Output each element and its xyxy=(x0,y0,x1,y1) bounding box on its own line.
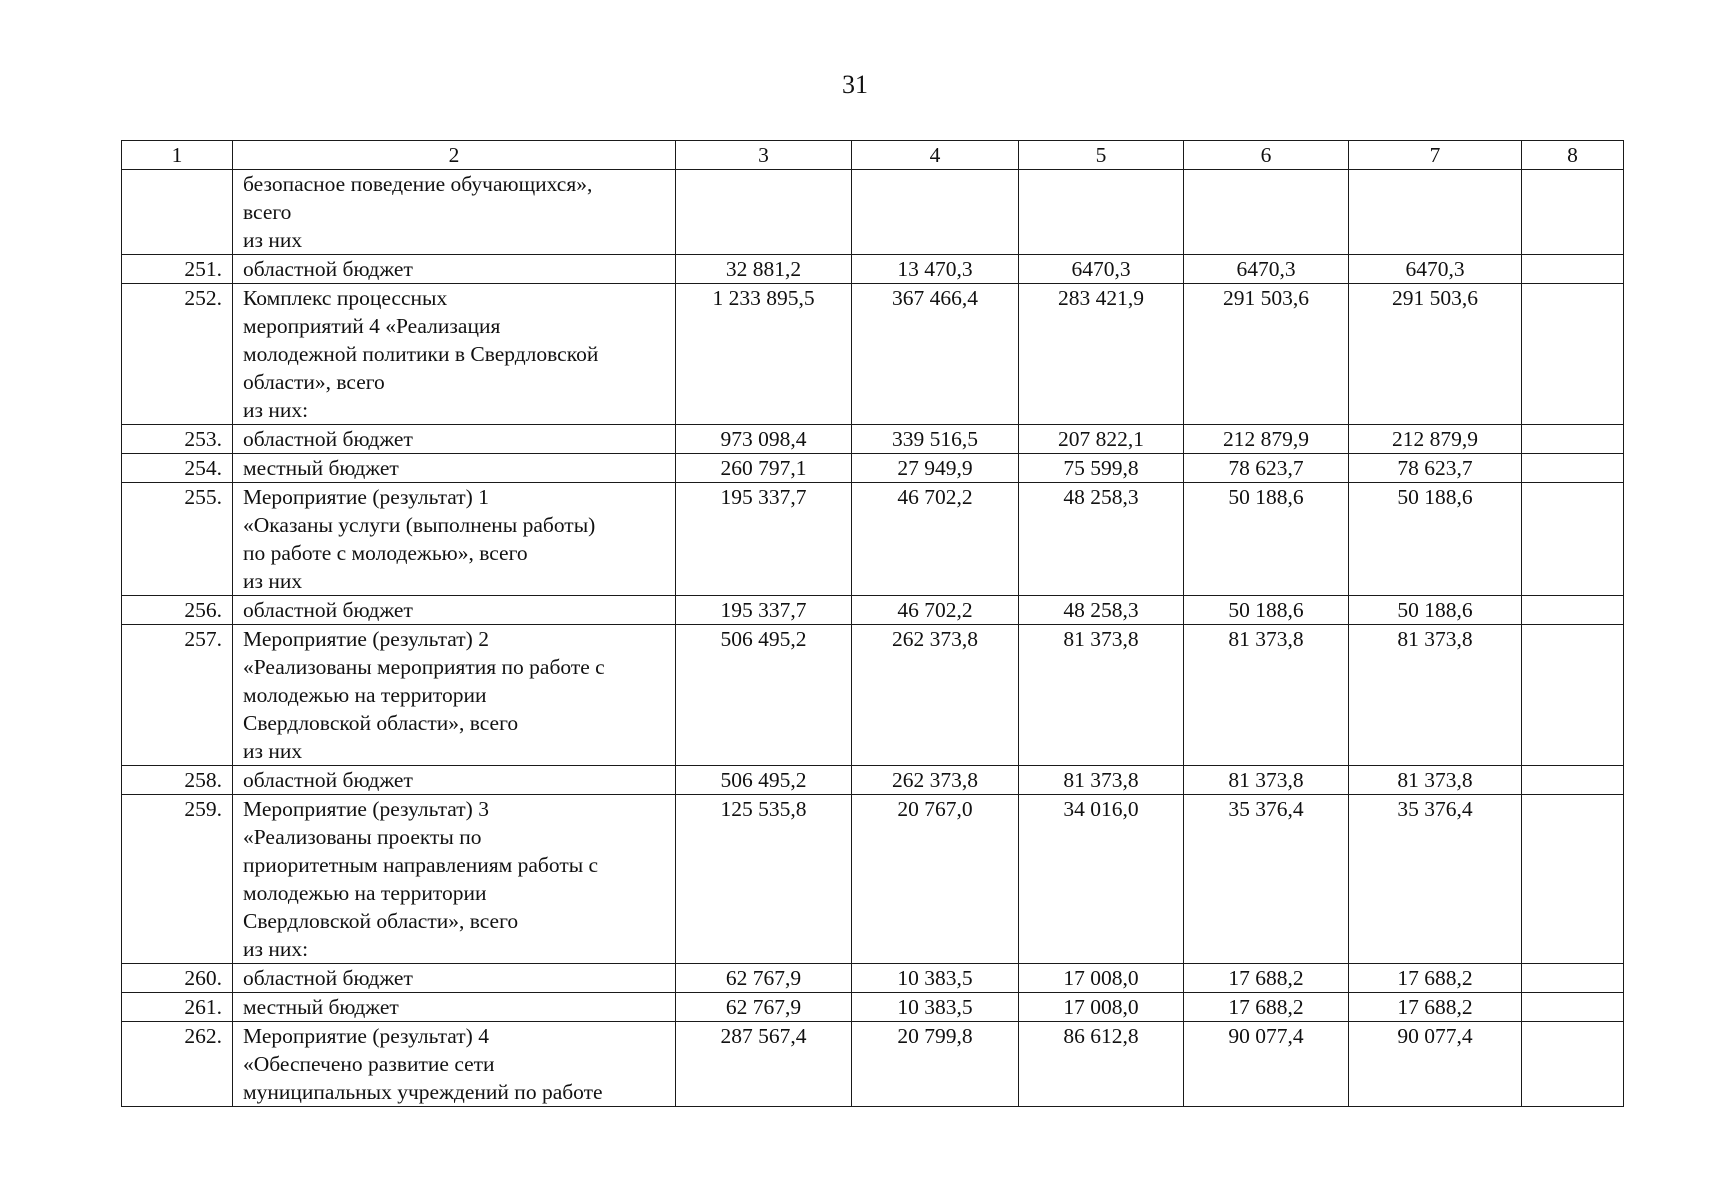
table-row xyxy=(122,255,1624,284)
row-number: 261. xyxy=(122,993,233,1022)
header-row xyxy=(122,141,1624,170)
table-row xyxy=(122,993,1624,1022)
value-col-8 xyxy=(1522,255,1624,284)
row-number: 260. xyxy=(122,964,233,993)
value-col-3: 506 495,2 xyxy=(676,625,852,766)
value-col-6: 81 373,8 xyxy=(1184,625,1349,766)
row-name: областной бюджет xyxy=(233,425,676,454)
value-col-4: 20 767,0 xyxy=(852,795,1019,964)
row-name: областной бюджет xyxy=(233,964,676,993)
value-col-7: 35 376,4 xyxy=(1349,795,1522,964)
budget-table xyxy=(121,140,1624,1107)
row-name: областной бюджет xyxy=(233,766,676,795)
table-row xyxy=(122,425,1624,454)
value-col-4: 46 702,2 xyxy=(852,596,1019,625)
value-col-5: 6470,3 xyxy=(1019,255,1184,284)
row-number: 262. xyxy=(122,1022,233,1107)
value-col-7: 17 688,2 xyxy=(1349,964,1522,993)
table-row xyxy=(122,596,1624,625)
value-col-3: 973 098,4 xyxy=(676,425,852,454)
row-number: 253. xyxy=(122,425,233,454)
column-header: 5 xyxy=(1019,141,1184,170)
value-col-8 xyxy=(1522,795,1624,964)
value-col-5: 207 822,1 xyxy=(1019,425,1184,454)
value-col-4: 367 466,4 xyxy=(852,284,1019,425)
value-col-6: 17 688,2 xyxy=(1184,993,1349,1022)
row-number xyxy=(122,170,233,255)
value-col-3: 195 337,7 xyxy=(676,483,852,596)
row-number: 256. xyxy=(122,596,233,625)
row-name: местный бюджет xyxy=(233,993,676,1022)
value-col-8 xyxy=(1522,425,1624,454)
table-body xyxy=(122,170,1624,1107)
value-col-5: 283 421,9 xyxy=(1019,284,1184,425)
row-name: Мероприятие (результат) 2 «Реализованы мероприятия по работе с молодежью на территории Свердловской области», всего из них xyxy=(233,625,676,766)
value-col-5: 48 258,3 xyxy=(1019,596,1184,625)
value-col-7: 50 188,6 xyxy=(1349,483,1522,596)
value-col-3: 506 495,2 xyxy=(676,766,852,795)
value-col-4: 339 516,5 xyxy=(852,425,1019,454)
table-row xyxy=(122,454,1624,483)
value-col-3: 125 535,8 xyxy=(676,795,852,964)
value-col-3 xyxy=(676,170,852,255)
value-col-7: 78 623,7 xyxy=(1349,454,1522,483)
row-number: 258. xyxy=(122,766,233,795)
value-col-3: 62 767,9 xyxy=(676,964,852,993)
value-col-8 xyxy=(1522,993,1624,1022)
row-number: 259. xyxy=(122,795,233,964)
value-col-8 xyxy=(1522,1022,1624,1107)
value-col-5: 48 258,3 xyxy=(1019,483,1184,596)
column-header: 8 xyxy=(1522,141,1624,170)
column-header: 4 xyxy=(852,141,1019,170)
value-col-7: 81 373,8 xyxy=(1349,766,1522,795)
value-col-7: 50 188,6 xyxy=(1349,596,1522,625)
value-col-6: 81 373,8 xyxy=(1184,766,1349,795)
row-name: областной бюджет xyxy=(233,596,676,625)
table-row xyxy=(122,964,1624,993)
row-number: 255. xyxy=(122,483,233,596)
value-col-6: 50 188,6 xyxy=(1184,596,1349,625)
row-name: Мероприятие (результат) 1 «Оказаны услуги (выполнены работы) по работе с молодежью», всего из них xyxy=(233,483,676,596)
value-col-8 xyxy=(1522,284,1624,425)
column-header: 3 xyxy=(676,141,852,170)
value-col-8 xyxy=(1522,483,1624,596)
value-col-6: 35 376,4 xyxy=(1184,795,1349,964)
value-col-5: 81 373,8 xyxy=(1019,766,1184,795)
value-col-6: 50 188,6 xyxy=(1184,483,1349,596)
table-row xyxy=(122,625,1624,766)
value-col-3: 260 797,1 xyxy=(676,454,852,483)
value-col-6: 291 503,6 xyxy=(1184,284,1349,425)
value-col-7: 81 373,8 xyxy=(1349,625,1522,766)
value-col-8 xyxy=(1522,964,1624,993)
value-col-7 xyxy=(1349,170,1522,255)
value-col-6: 90 077,4 xyxy=(1184,1022,1349,1107)
value-col-6: 212 879,9 xyxy=(1184,425,1349,454)
value-col-7: 291 503,6 xyxy=(1349,284,1522,425)
value-col-7: 17 688,2 xyxy=(1349,993,1522,1022)
value-col-5: 81 373,8 xyxy=(1019,625,1184,766)
row-name: безопасное поведение обучающихся», всего из них xyxy=(233,170,676,255)
row-number: 254. xyxy=(122,454,233,483)
value-col-7: 90 077,4 xyxy=(1349,1022,1522,1107)
value-col-5: 34 016,0 xyxy=(1019,795,1184,964)
value-col-5: 17 008,0 xyxy=(1019,993,1184,1022)
value-col-7: 6470,3 xyxy=(1349,255,1522,284)
value-col-6: 78 623,7 xyxy=(1184,454,1349,483)
value-col-3: 195 337,7 xyxy=(676,596,852,625)
value-col-3: 1 233 895,5 xyxy=(676,284,852,425)
value-col-4 xyxy=(852,170,1019,255)
row-number: 257. xyxy=(122,625,233,766)
table-header xyxy=(122,141,1624,170)
value-col-8 xyxy=(1522,625,1624,766)
row-name: областной бюджет xyxy=(233,255,676,284)
row-name: Мероприятие (результат) 3 «Реализованы проекты по приоритетным направлениям работы с молодежью на территории Свердловской области», всего из них: xyxy=(233,795,676,964)
value-col-7: 212 879,9 xyxy=(1349,425,1522,454)
column-header: 7 xyxy=(1349,141,1522,170)
column-header: 2 xyxy=(233,141,676,170)
row-name: Мероприятие (результат) 4 «Обеспечено развитие сети муниципальных учреждений по работе xyxy=(233,1022,676,1107)
column-header: 1 xyxy=(122,141,233,170)
page-number: 31 xyxy=(842,70,868,99)
value-col-8 xyxy=(1522,596,1624,625)
value-col-8 xyxy=(1522,454,1624,483)
value-col-6: 6470,3 xyxy=(1184,255,1349,284)
table-row xyxy=(122,483,1624,596)
value-col-4: 13 470,3 xyxy=(852,255,1019,284)
row-name: местный бюджет xyxy=(233,454,676,483)
value-col-4: 20 799,8 xyxy=(852,1022,1019,1107)
table-row xyxy=(122,795,1624,964)
value-col-8 xyxy=(1522,170,1624,255)
table-row xyxy=(122,284,1624,425)
row-number: 252. xyxy=(122,284,233,425)
row-name: Комплекс процессных мероприятий 4 «Реализация молодежной политики в Свердловской области», всего из них: xyxy=(233,284,676,425)
row-number: 251. xyxy=(122,255,233,284)
value-col-4: 262 373,8 xyxy=(852,625,1019,766)
table-row xyxy=(122,1022,1624,1107)
value-col-4: 10 383,5 xyxy=(852,964,1019,993)
table-row xyxy=(122,170,1624,255)
value-col-6 xyxy=(1184,170,1349,255)
value-col-3: 62 767,9 xyxy=(676,993,852,1022)
value-col-8 xyxy=(1522,766,1624,795)
value-col-5: 86 612,8 xyxy=(1019,1022,1184,1107)
value-col-5: 75 599,8 xyxy=(1019,454,1184,483)
value-col-4: 46 702,2 xyxy=(852,483,1019,596)
value-col-4: 10 383,5 xyxy=(852,993,1019,1022)
value-col-4: 262 373,8 xyxy=(852,766,1019,795)
table-row xyxy=(122,766,1624,795)
value-col-6: 17 688,2 xyxy=(1184,964,1349,993)
column-header: 6 xyxy=(1184,141,1349,170)
value-col-3: 287 567,4 xyxy=(676,1022,852,1107)
value-col-5 xyxy=(1019,170,1184,255)
value-col-3: 32 881,2 xyxy=(676,255,852,284)
value-col-5: 17 008,0 xyxy=(1019,964,1184,993)
value-col-4: 27 949,9 xyxy=(852,454,1019,483)
